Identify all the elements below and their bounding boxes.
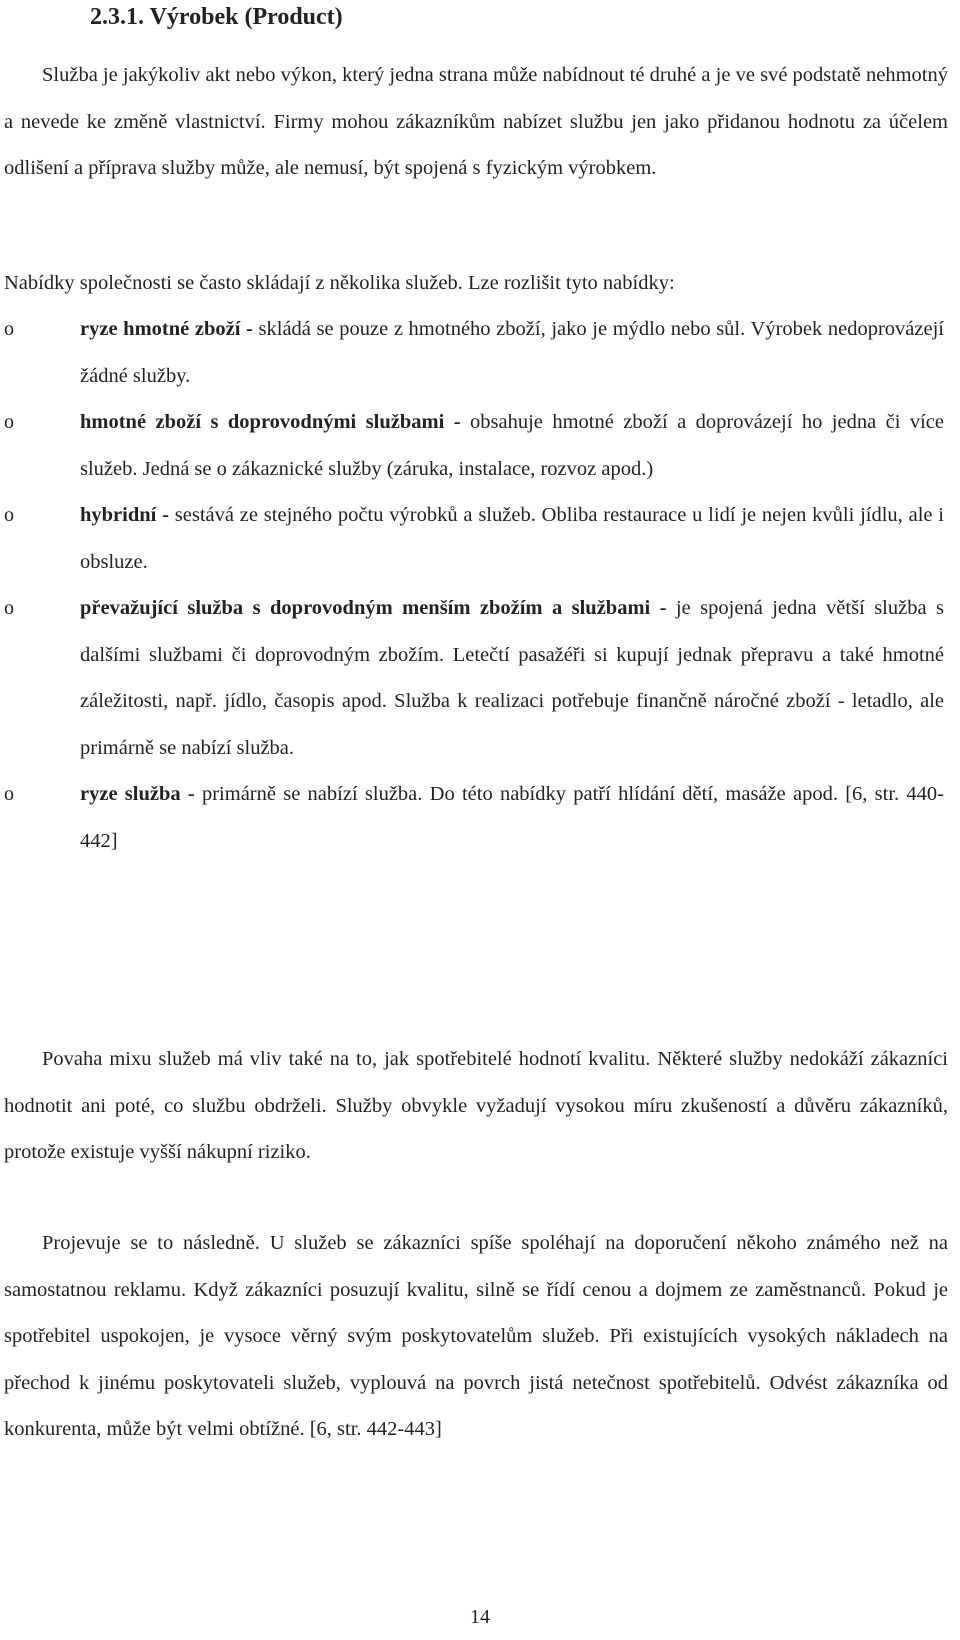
offer-term: ryze hmotné zboží - [80, 318, 253, 340]
offer-text: je spojená jedna větší služba s dalšími službami či doprovodným zbožím. Letečtí pasažéři si kupují jednak přepravu a také hmotné záležitosti, např. jídlo, časopis apod. Služba k realizaci potřebuje finančně náročné zboží - letadlo, ale primárně se nabízí služba. [80, 597, 944, 759]
list-item [0, 306, 944, 399]
list-item [0, 399, 944, 492]
manifest-paragraph: Projevuje se to následně. U služeb se zákazníci spíše spoléhají na doporučení někoho známého než na samostatnou reklamu. Když zákazníci posuzují kvalitu, silně se řídí cenou a dojmem ze zaměstnanců. Pokud je spotřebitel uspokojen, je vysoce věrný svým poskytovatelům služeb. Při existujících vysokých nákladech na přechod k jinému poskytovateli služeb, vyplouvá na povrch jistá netečnost spotřebitelů. Odvést zákazníka od konkurenta, může být velmi obtížné. [6, str. 442-443] [4, 1232, 948, 1440]
offer-text: primárně se nabízí služba. Do této nabídky patří hlídání dětí, masáže apod. [6, str. 440-442] [80, 783, 944, 852]
bullet-icon: o [4, 318, 14, 340]
bullet-icon: o [4, 597, 14, 619]
offer-term: ryze služba - [80, 783, 195, 805]
list-item [0, 771, 944, 864]
bullet-icon: o [4, 783, 14, 805]
offer-text: obsahuje hmotné zboží a doprovázejí ho jedna či více služeb. Jedná se o zákaznické služby (záruka, instalace, rozvoz apod.) [80, 411, 945, 480]
offers-list [0, 306, 960, 864]
offer-term: hybridní - [80, 504, 169, 526]
quality-paragraph: Povaha mixu služeb má vliv také na to, jak spotřebitelé hodnotí kvalitu. Některé služby nedokáží zákazníci hodnotit ani poté, co službu obdrželi. Služby obvykle vyžadují vysokou míru zkušeností a důvěru zákazníků, protože existuje vyšší nákupní riziko. [4, 1048, 948, 1163]
offer-text: sestává ze stejného počtu výrobků a služeb. Obliba restaurace u lidí je nejen kvůli jídlu, ale i obsluze. [80, 504, 944, 573]
offers-lead-paragraph: Nabídky společnosti se často skládají z několika služeb. Lze rozlišit tyto nabídky: [4, 272, 675, 294]
list-item [0, 492, 944, 585]
section-heading: 2.3.1. Výrobek (Product) [90, 4, 343, 30]
offer-term: převažující služba s doprovodným menším zbožím a službami - [80, 597, 667, 619]
offer-term: hmotné zboží s doprovodnými službami - [80, 411, 461, 433]
offer-text: skládá se pouze z hmotného zboží, jako je mýdlo nebo sůl. Výrobek nedoprovázejí žádné služby. [80, 318, 944, 387]
bullet-icon: o [4, 411, 14, 433]
intro-paragraph: Služba je jakýkoliv akt nebo výkon, který jedna strana může nabídnout té druhé a je ve své podstatě nehmotný a nevede ke změně vlastnictví. Firmy mohou zákazníkům nabízet službu jen jako přidanou hodnotu za účelem odlišení a příprava služby může, ale nemusí, být spojená s fyzickým výrobkem. [4, 64, 948, 179]
bullet-icon: o [4, 504, 14, 526]
page-number: 14 [470, 1606, 490, 1628]
list-item [0, 585, 944, 771]
